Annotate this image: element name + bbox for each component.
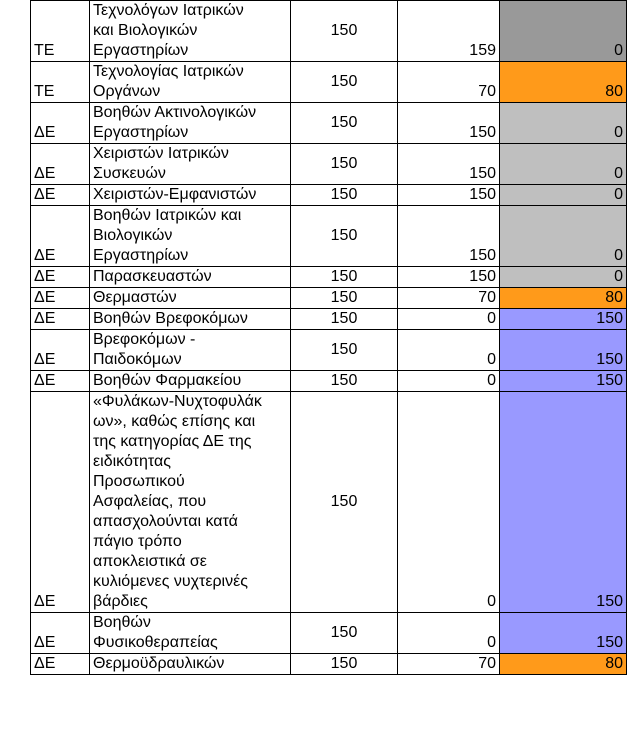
category-cell: ΔΕ: [31, 309, 90, 330]
category-cell: ΔΕ: [31, 288, 90, 309]
table-row: [31, 62, 627, 103]
table-row: [31, 330, 627, 371]
specialty-cell: [90, 288, 291, 309]
specialty-cell: [90, 206, 291, 267]
category-cell: ΤΕ: [31, 62, 90, 103]
remaining-cell: 0: [500, 206, 627, 267]
remaining-cell: 150: [500, 392, 627, 613]
remaining-cell: 0: [500, 1, 627, 62]
category-cell: ΔΕ: [31, 392, 90, 613]
specialty-text: Τεχνολογίας Ιατρικών Οργάνων: [93, 63, 244, 100]
specialty-cell: [90, 654, 291, 675]
category-cell: ΔΕ: [31, 654, 90, 675]
specialty-cell: [90, 103, 291, 144]
quota-cell: 150: [291, 654, 398, 675]
specialty-cell: [90, 371, 291, 392]
quota-cell: 150: [291, 144, 398, 185]
filled-cell: 0: [398, 309, 500, 330]
category-cell: ΔΕ: [31, 371, 90, 392]
category-cell: ΔΕ: [31, 103, 90, 144]
table-row: [31, 144, 627, 185]
filled-cell: 70: [398, 654, 500, 675]
quota-cell: 150: [291, 1, 398, 62]
specialty-cell: [90, 144, 291, 185]
quota-cell: 150: [291, 206, 398, 267]
specialty-text: Βοηθών Ακτινολογικών Εργαστηρίων: [93, 104, 257, 141]
filled-cell: 150: [398, 144, 500, 185]
remaining-cell: 80: [500, 62, 627, 103]
quota-cell: 150: [291, 613, 398, 654]
filled-cell: 150: [398, 206, 500, 267]
specialty-text: Βοηθών Φυσικοθεραπείας: [93, 614, 218, 651]
category-cell: ΔΕ: [31, 330, 90, 371]
quota-cell: 150: [291, 62, 398, 103]
remaining-cell: 80: [500, 288, 627, 309]
quota-cell: 150: [291, 288, 398, 309]
quota-cell: 150: [291, 392, 398, 613]
filled-cell: 150: [398, 267, 500, 288]
table-row: [31, 654, 627, 675]
specialty-text: Χειριστών Ιατρικών Συσκευών: [93, 145, 229, 182]
specialty-text: Τεχνολόγων Ιατρικών και Βιολογικών Εργαστηρίων: [93, 2, 244, 59]
filled-cell: 70: [398, 62, 500, 103]
table-row: [31, 1, 627, 62]
table-row: [31, 613, 627, 654]
specialty-text: Βρεφοκόμων - Παιδοκόμων: [93, 331, 196, 368]
table-body: [31, 1, 627, 675]
specialty-text: Παρασκευαστών: [93, 268, 212, 285]
filled-cell: 0: [398, 371, 500, 392]
specialty-text: «Φυλάκων-Νυχτοφυλάκ ων», καθώς επίσης και της κατηγορίας ΔΕ της ειδικότητας Προσωπικού Ασφαλείας, που απασχολούνται κατά πάγιο τρόπο αποκλειστικά σε κυλιόμενες νυχτερινές βάρδιες: [93, 393, 262, 610]
category-cell: ΔΕ: [31, 144, 90, 185]
quota-cell: 150: [291, 267, 398, 288]
specialty-cell: [90, 267, 291, 288]
table-row: [31, 206, 627, 267]
specialty-cell: [90, 185, 291, 206]
quota-cell: 150: [291, 103, 398, 144]
table-row: [31, 392, 627, 613]
table-row: [31, 103, 627, 144]
specialty-text: Βοηθών Φαρμακείου: [93, 372, 242, 389]
table-row: [31, 288, 627, 309]
category-cell: ΔΕ: [31, 206, 90, 267]
filled-cell: 159: [398, 1, 500, 62]
remaining-cell: 0: [500, 267, 627, 288]
category-cell: ΤΕ: [31, 1, 90, 62]
table-row: [31, 371, 627, 392]
specialty-cell: [90, 309, 291, 330]
quota-cell: 150: [291, 371, 398, 392]
specialty-cell: [90, 1, 291, 62]
remaining-cell: 150: [500, 371, 627, 392]
quota-cell: 150: [291, 185, 398, 206]
specialty-text: Χειριστών-Εμφανιστών: [93, 186, 257, 203]
remaining-cell: 80: [500, 654, 627, 675]
filled-cell: 0: [398, 392, 500, 613]
filled-cell: 70: [398, 288, 500, 309]
remaining-cell: 150: [500, 309, 627, 330]
table-row: [31, 267, 627, 288]
specialty-cell: [90, 62, 291, 103]
filled-cell: 0: [398, 330, 500, 371]
specialty-text: Θερμοϋδραυλικών: [93, 655, 225, 672]
category-cell: ΔΕ: [31, 185, 90, 206]
remaining-cell: 0: [500, 144, 627, 185]
specialty-text: Βοηθών Βρεφοκόμων: [93, 310, 248, 327]
filled-cell: 0: [398, 613, 500, 654]
remaining-cell: 0: [500, 185, 627, 206]
specialty-cell: [90, 330, 291, 371]
specialty-text: Βοηθών Ιατρικών και Βιολογικών Εργαστηρίων: [93, 207, 242, 264]
table-row: [31, 185, 627, 206]
category-cell: ΔΕ: [31, 613, 90, 654]
quota-cell: 150: [291, 330, 398, 371]
filled-cell: 150: [398, 103, 500, 144]
specialty-text: Θερμαστών: [93, 289, 177, 306]
remaining-cell: 0: [500, 103, 627, 144]
specialties-table: [30, 0, 627, 675]
category-cell: ΔΕ: [31, 267, 90, 288]
quota-cell: 150: [291, 309, 398, 330]
remaining-cell: 150: [500, 330, 627, 371]
specialty-cell: [90, 613, 291, 654]
filled-cell: 150: [398, 185, 500, 206]
remaining-cell: 150: [500, 613, 627, 654]
specialty-cell: [90, 392, 291, 613]
table-row: [31, 309, 627, 330]
